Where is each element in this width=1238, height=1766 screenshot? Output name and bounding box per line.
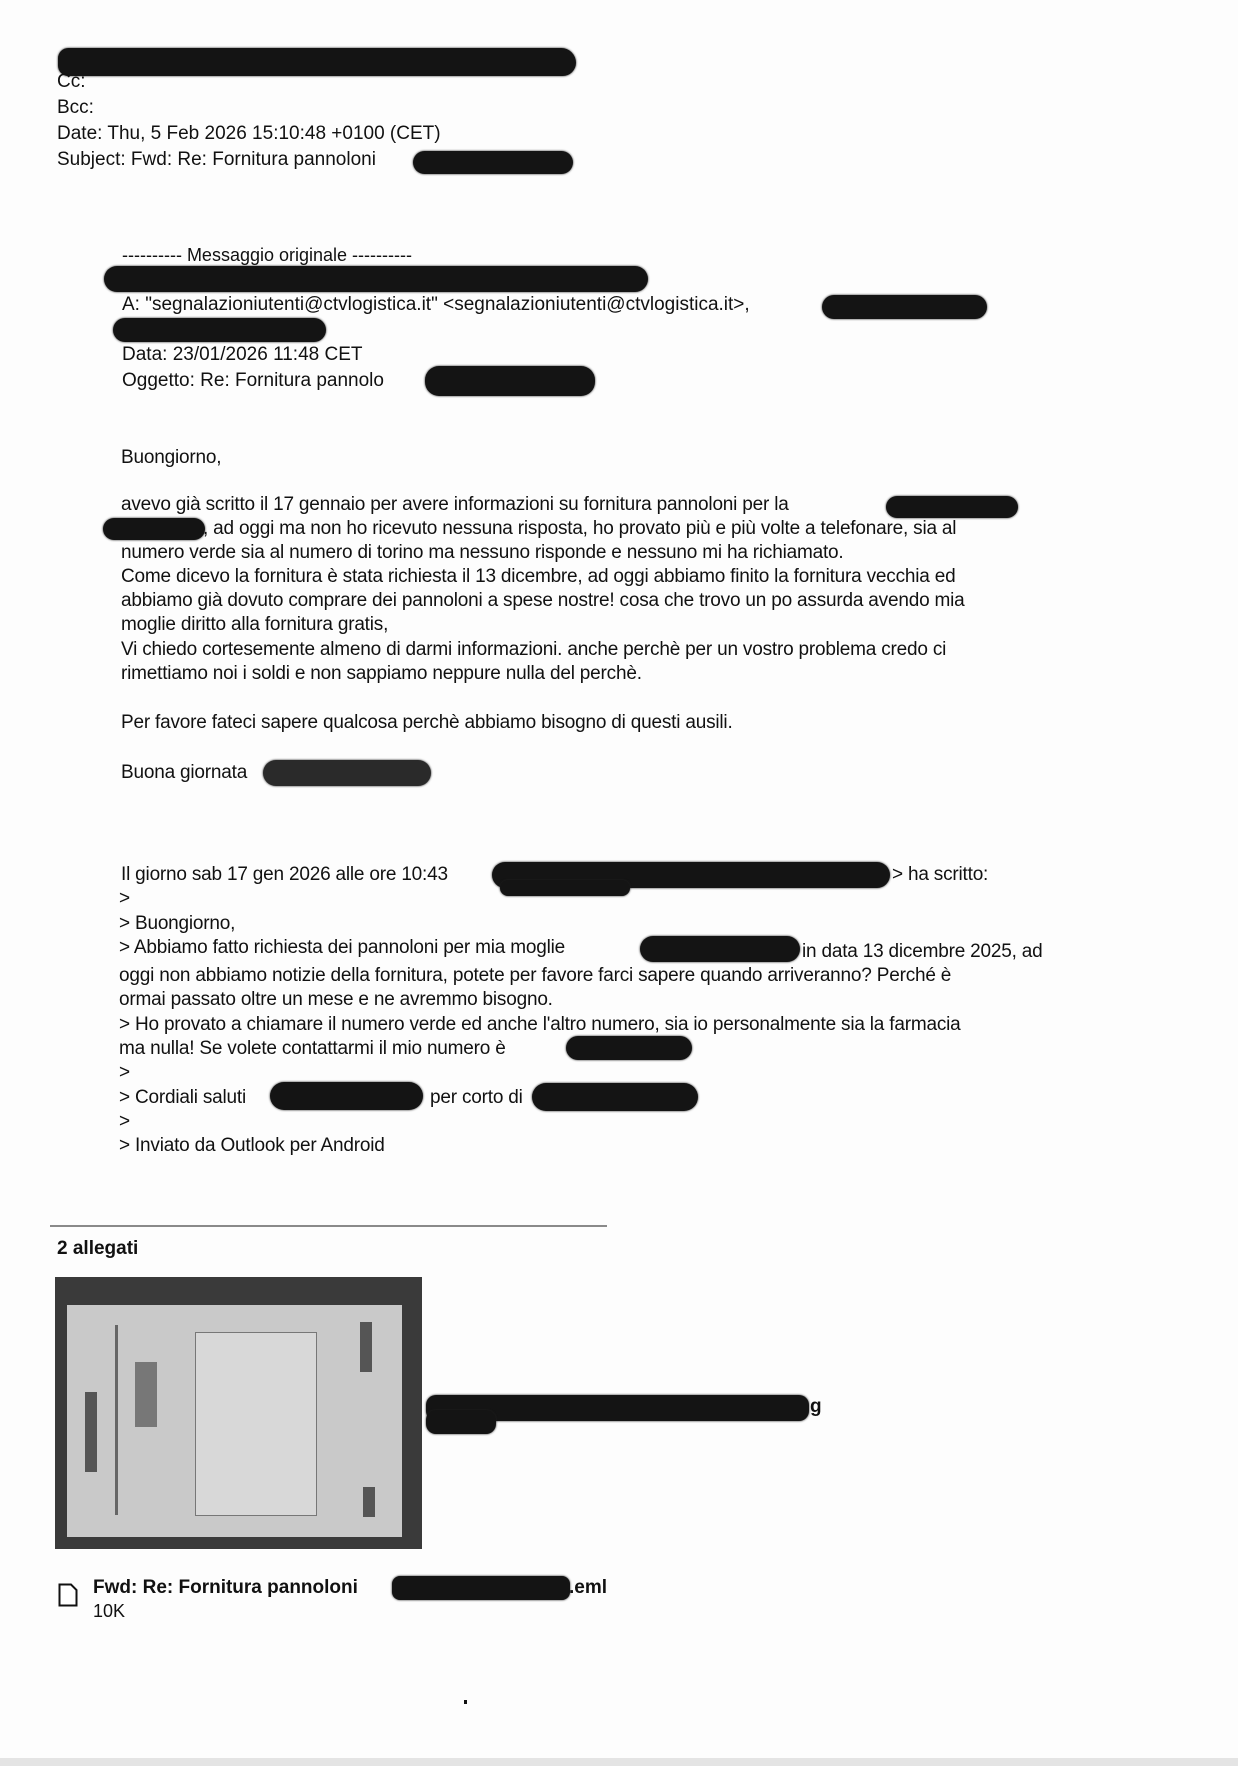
form-line: [115, 1325, 118, 1515]
quoted-line: >: [119, 888, 130, 909]
page-bottom-edge: [0, 1758, 1238, 1766]
form-table: [135, 1362, 157, 1427]
email-subject: Subject: Fwd: Re: Fornitura pannoloni: [57, 149, 376, 170]
body-request-line: Per favore fateci sapere qualcosa perchè abbiamo bisogno di questi ausili.: [121, 712, 733, 733]
greeting: Buongiorno,: [121, 447, 222, 468]
quoted-line: > Ho provato a chiamare il numero verde ed anche l'altro numero, sia io personalmente sia la farmacia: [119, 1014, 961, 1035]
eml-attachment-extension: .eml: [569, 1577, 608, 1598]
redacted-original-subject-part: [425, 366, 595, 396]
original-message-separator: ---------- Messaggio originale ----------: [122, 245, 412, 265]
redacted-from-original: [104, 266, 648, 292]
barcode-left: [85, 1392, 97, 1472]
redacted-phone-number: [566, 1036, 692, 1060]
attachments-heading: 2 allegati: [57, 1238, 139, 1259]
quoted-line: > Inviato da Outlook per Android: [119, 1135, 385, 1156]
quoted-line: > Buongiorno,: [119, 913, 236, 934]
quoted-line: ma nulla! Se volete contattarmi il mio numero è: [119, 1038, 506, 1059]
quoted-intro-suffix: > ha scritto:: [892, 864, 989, 885]
redacted-quoted-sender-tail: [500, 880, 630, 896]
redacted-signature: [263, 760, 431, 786]
quoted-line: > Cordiali saluti: [119, 1087, 247, 1108]
body-line-1: avevo già scritto il 17 gennaio per avere informazioni su fornitura pannoloni per la: [121, 494, 789, 515]
quoted-line: >: [119, 1062, 130, 1083]
barcode-bottom-right: [363, 1487, 375, 1517]
original-subject-line: Oggetto: Re: Fornitura pannolo: [122, 370, 384, 391]
original-to-line: A: "segnalazioniutenti@ctvlogistica.it" <segnalazioniutenti@ctvlogistica.it>,: [122, 294, 750, 315]
redacted-sender-name: [270, 1082, 423, 1110]
body-line-8: rimettiamo noi i soldi e non sappiamo neppure nulla del perchè.: [121, 663, 642, 684]
original-date-line: Data: 23/01/2026 11:48 CET: [122, 344, 363, 365]
scan-speck: [464, 1700, 467, 1704]
redacted-patient-name-3: [532, 1083, 698, 1111]
cc-label: Cc:: [57, 71, 86, 92]
redacted-from-line: [58, 48, 576, 76]
bcc-label: Bcc:: [57, 97, 94, 118]
attachments-divider: [50, 1225, 607, 1227]
redacted-image-attachment-name-tail: [426, 1410, 496, 1434]
body-line-5: abbiamo già dovuto comprare dei pannoloni a spese nostre! cosa che trovo un po assurda avendo mia: [121, 590, 965, 611]
body-line-3: numero verde sia al numero di torino ma nessuno risponde e nessuno mi ha richiamato.: [121, 542, 844, 563]
redacted-recipient-name: [822, 295, 987, 319]
redacted-subject-part: [413, 151, 573, 174]
quoted-line: per corto di: [430, 1087, 523, 1108]
body-line-4: Come dicevo la fornitura è stata richiesta il 13 dicembre, ad oggi abbiamo finito la fornitura vecchia ed: [121, 566, 956, 587]
redacted-recipient-email: [113, 318, 326, 342]
redacted-patient-name-1: [886, 496, 1018, 518]
eml-attachment-size: 10K: [93, 1601, 126, 1621]
eml-attachment-name[interactable]: Fwd: Re: Fornitura pannoloni: [93, 1577, 358, 1598]
body-line-2: , ad oggi ma non ho ricevuto nessuna risposta, ho provato più e più volte a telefonare, sia al: [203, 518, 957, 539]
quoted-intro: Il giorno sab 17 gen 2026 alle ore 10:43: [121, 864, 448, 885]
image-attachment-name-suffix: g: [810, 1396, 822, 1417]
redacted-wife-name: [640, 936, 800, 962]
quoted-line: oggi non abbiamo notizie della fornitura, potete per favore farci sapere quando arriveranno? Perché è: [119, 965, 952, 986]
closing-line: Buona giornata: [121, 762, 248, 783]
quoted-line: >: [119, 1111, 130, 1132]
quoted-line: in data 13 dicembre 2025, ad: [802, 941, 1043, 962]
redacted-eml-attachment-name: [392, 1576, 570, 1600]
quoted-line: ormai passato oltre un mese e ne avremmo bisogno.: [119, 989, 553, 1010]
body-line-6: moglie diritto alla fornitura gratis,: [121, 614, 389, 635]
document-icon: [58, 1583, 78, 1607]
body-line-7: Vi chiedo cortesemente almeno di darmi informazioni. anche perchè per un vostro problema credo ci: [121, 639, 947, 660]
barcode-top-right: [360, 1322, 372, 1372]
image-attachment-thumbnail[interactable]: [55, 1277, 422, 1549]
email-date: Date: Thu, 5 Feb 2026 15:10:48 +0100 (CET): [57, 123, 441, 144]
quoted-line: > Abbiamo fatto richiesta dei pannoloni per mia moglie: [119, 937, 565, 958]
redacted-patient-name-2: [103, 518, 205, 540]
form-inner-sheet: [195, 1332, 317, 1516]
